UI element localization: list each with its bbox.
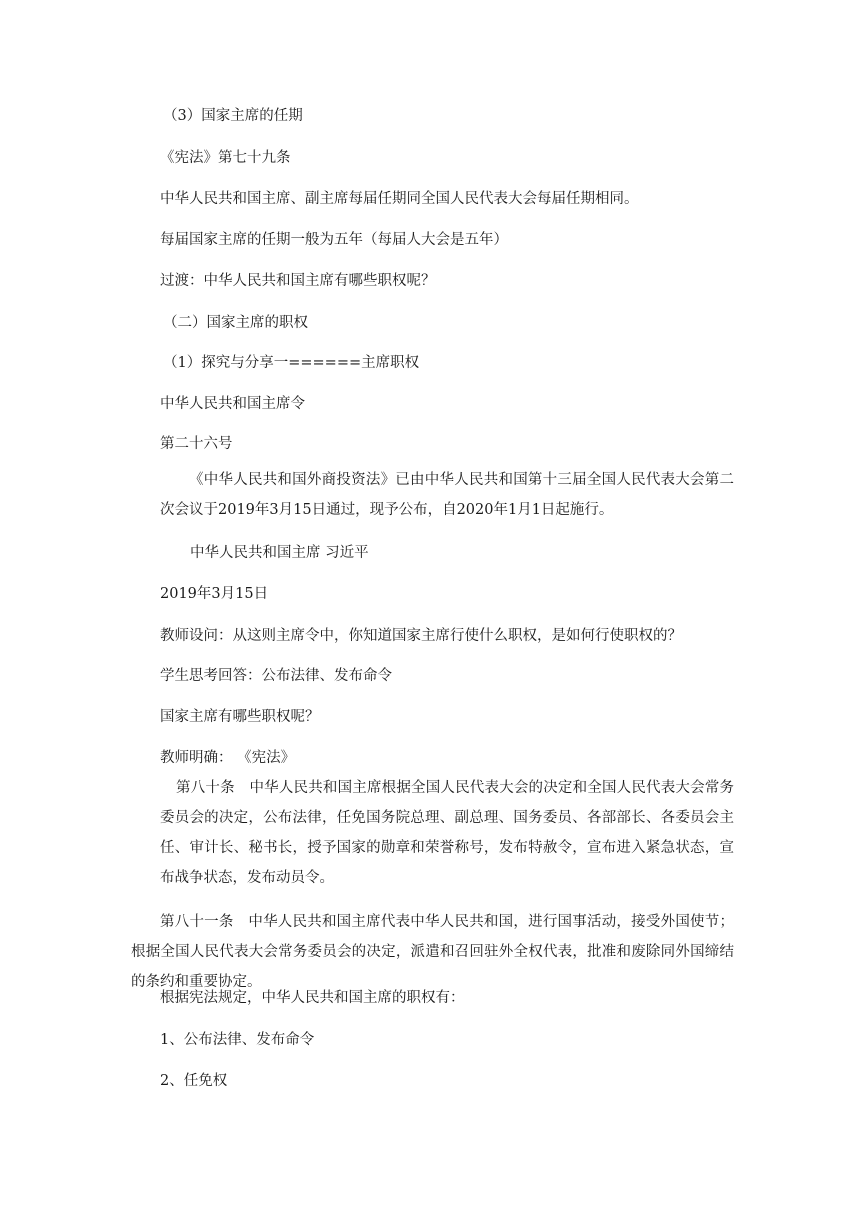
term-note: 每届国家主席的任期一般为五年（每届人大会是五年） <box>160 232 508 248</box>
subsection-explore-share: （1）探究与分享一======主席职权 <box>163 355 420 371</box>
constitution-article-81: 第八十一条 中华人民共和国主席代表中华人民共和国，进行国事活动，接受外国使节；根据全国人民代表大会常务委员会的决定，派遣和召回驻外全权代表，批准和废除同外国缔结的条约和重要协定。 <box>131 914 734 990</box>
presidential-order-body: 《中华人民共和国外商投资法》已由中华人民共和国第十三届全国人民代表大会第二次会议于2019年3月15日通过，现予公布，自2020年1月1日起施行。 <box>160 472 734 518</box>
powers-summary-intro: 根据宪法规定，中华人民共和国主席的职权有： <box>160 990 465 1006</box>
student-answer: 学生思考回答：公布法律、发布命令 <box>160 668 392 684</box>
transition-question: 过渡：中华人民共和国主席有哪些职权呢？ <box>160 273 436 289</box>
article-79-text: 中华人民共和国主席、副主席每届任期同全国人民代表大会每届任期相同。 <box>160 191 639 207</box>
constitution-article-79-heading: 《宪法》第七十九条 <box>160 150 291 166</box>
section-heading-term: （3）国家主席的任期 <box>163 108 303 124</box>
powers-question: 国家主席有哪些职权呢？ <box>160 709 320 725</box>
teacher-question: 教师设问：从这则主席令中，你知道国家主席行使什么职权，是如何行使职权的？ <box>160 628 682 644</box>
presidential-order-date: 2019年3月15日 <box>160 586 269 602</box>
power-item-1: 1、公布法律、发布命令 <box>160 1032 315 1048</box>
presidential-order-signature: 中华人民共和国主席 习近平 <box>190 545 369 561</box>
presidential-order-title: 中华人民共和国主席令 <box>160 396 305 412</box>
power-item-2: 2、任免权 <box>160 1073 228 1089</box>
section-heading-powers: （二）国家主席的职权 <box>163 315 308 331</box>
presidential-order-number: 第二十六号 <box>160 436 233 452</box>
teacher-clarification: 教师明确： 《宪法》 <box>160 750 296 766</box>
constitution-article-80: 第八十条 中华人民共和国主席根据全国人民代表大会的决定和全国人民代表大会常务委员会的决定，公布法律，任免国务院总理、副总理、国务委员、各部部长、各委员会主任、审计长、秘书长，授予国家的勋章和荣誉称号，发布特赦令，宣布进入紧急状态，宣布战争状态，发布动员令。 <box>160 780 734 886</box>
